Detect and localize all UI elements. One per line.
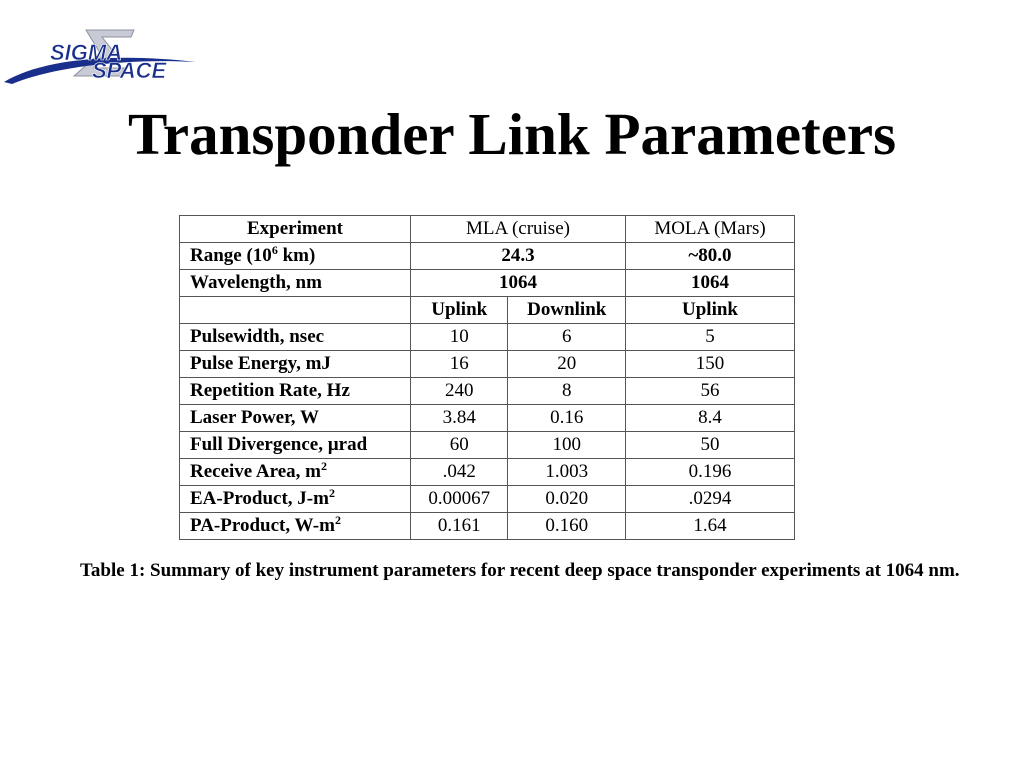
parameters-table [179,215,795,540]
table-row [180,459,795,486]
table-row [180,513,795,540]
row-downlink: 0.16 [508,405,626,432]
row-uplink: 10 [411,324,508,351]
row-mola: 5 [626,324,795,351]
row-mola: .0294 [626,486,795,513]
row-label: Receive Area, $m^2$ [180,459,411,486]
table-row [180,378,795,405]
row-uplink: 0.161 [411,513,508,540]
table-row [180,324,795,351]
row-uplink: 240 [411,378,508,405]
table-header-row [180,216,795,243]
row-downlink: 6 [508,324,626,351]
page-title: Transponder Link Parameters [127,101,897,167]
row-mola: 56 [626,378,795,405]
row-uplink: 16 [411,351,508,378]
logo-graphic [0,26,210,90]
row-label: Pulsewidth, nsec [180,324,411,351]
row-downlink: 8 [508,378,626,405]
row-downlink: 20 [508,351,626,378]
row-downlink: 1.003 [508,459,626,486]
table-row-wavelength [180,270,795,297]
row-uplink: 3.84 [411,405,508,432]
row-label: Full Divergence, µrad [180,432,411,459]
row-uplink: 0.00067 [411,486,508,513]
row-label: Pulse Energy, mJ [180,351,411,378]
row-uplink: .042 [411,459,508,486]
row-downlink: 0.020 [508,486,626,513]
mla-uplink-header: Uplink [411,297,508,324]
table-row [180,405,795,432]
range-label: Range ($10^6$ km) [180,243,411,270]
range-mola: ~80.0 [626,243,795,270]
row-mola: 150 [626,351,795,378]
row-downlink: 0.160 [508,513,626,540]
mla-downlink-header: Downlink [508,297,626,324]
links-label-empty [180,297,411,324]
wavelength-label: Wavelength, nm [180,270,411,297]
row-mola: 0.196 [626,459,795,486]
table-row-range [180,243,795,270]
row-uplink: 60 [411,432,508,459]
row-mola: 8.4 [626,405,795,432]
row-label: EA-Product, $J-m^2$ [180,486,411,513]
wavelength-mola: 1064 [626,270,795,297]
header-experiment: Experiment [180,216,411,243]
row-label: Laser Power, W [180,405,411,432]
range-mla: 24.3 [411,243,626,270]
row-downlink: 100 [508,432,626,459]
header-mola: MOLA (Mars) [626,216,795,243]
table-row [180,486,795,513]
logo-line2: SPACE [92,58,167,83]
table-row-links [180,297,795,324]
row-label: PA-Product, $W-m^2$ [180,513,411,540]
row-mola: 1.64 [626,513,795,540]
row-label: Repetition Rate, Hz [180,378,411,405]
mola-uplink-header: Uplink [626,297,795,324]
sigma-space-logo [0,26,210,90]
row-mola: 50 [626,432,795,459]
table-row [180,351,795,378]
wavelength-mla: 1064 [411,270,626,297]
header-mla: MLA (cruise) [411,216,626,243]
logo-line1: SIGMA [50,40,123,65]
table-row [180,432,795,459]
table-caption: Table 1: Summary of key instrument parameters for recent deep space transponder experiments at 1064 nm. [80,560,960,581]
